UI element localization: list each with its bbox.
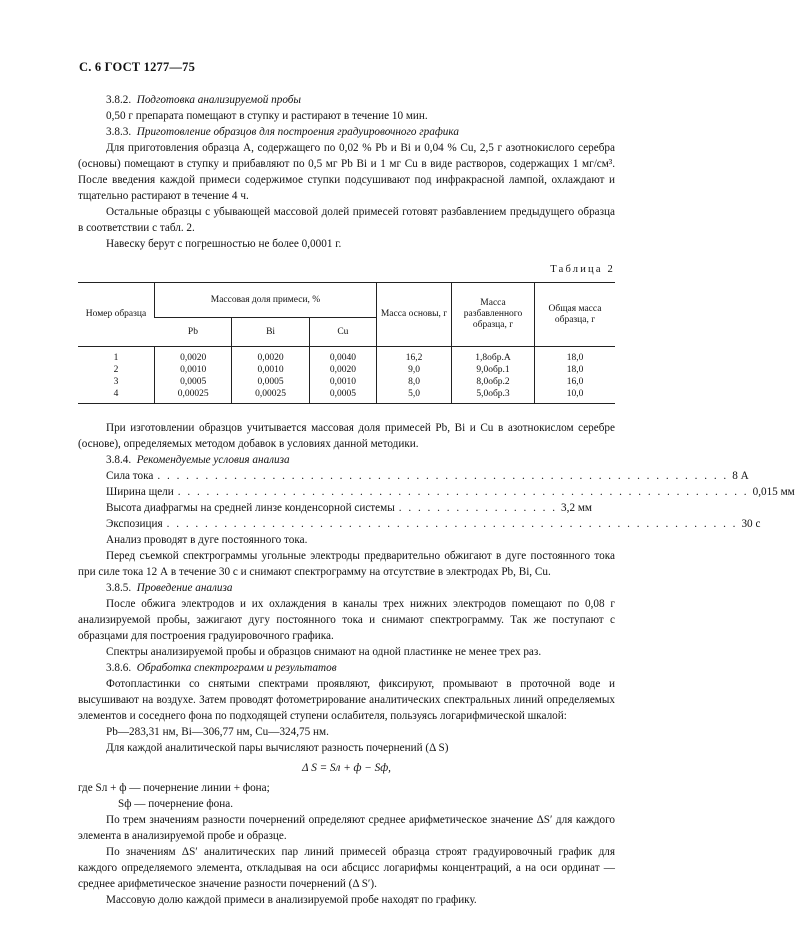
section-title: Проведение анализа [136,582,233,594]
cell: 16,0 [535,376,616,388]
cell: 9,0 [377,364,452,376]
spectral-lines: Pb—283,31 нм, Bi—306,77 нм, Cu—324,75 нм. [106,726,329,738]
section-3-8-4 [78,452,615,468]
section-number: 3.8.5. [106,582,132,594]
section-title: Рекомендуемые условия анализа [136,454,290,466]
cell: 0,0020 [155,347,232,365]
leader-dots: . . . . . . . . . . . . . . . . . . . . . . . . . . . . . . . . . . . . . . . . . . . . . . . . . . . . . . . . . . . . [177,486,749,498]
table-caption: Таблица 2 [550,264,615,275]
paragraph: Спектры анализируемой пробы и образцов снимают на одной пластинке не менее трех раз. [106,646,542,658]
section-number: 3.8.6. [106,662,132,674]
section-number: 3.8.2. [106,94,132,106]
section-number: 3.8.4. [106,454,132,466]
cell: 2 [113,364,119,375]
header-sample-number: Номер образца [78,283,155,347]
table-row [78,388,615,404]
paragraph: Массовую долю каждой примеси в анализируемой пробе находят по графику. [106,894,477,906]
paragraph: Фотопластинки со снятыми спектрами проявляют, фиксируют, промывают в проточной воде и высушивают на воздухе. Затем проводят фотометрирование аналитических спектральных линий определяемых элементов и соседнего фона по подходящей ступени ослабителя, пользуясь логарифмической шкалой: [78,678,615,722]
condition-row [78,516,761,532]
cell: 1,8обр.А [452,347,535,365]
formula-legend: Sф — почернение фона. [118,798,234,810]
paragraph: 0,50 г препарата помещают в ступку и растирают в течение 10 мин. [106,110,428,122]
header-diluted-mass: Масса разбавленного образца, г [452,283,535,347]
leader-dots: . . . . . . . . . . . . . . . . . [398,502,558,514]
cell: 0,0010 [309,376,376,388]
cell: 8,0обр.2 [452,376,535,388]
cell: 18,0 [535,347,616,365]
samples-table [78,282,615,404]
condition-value: 30 с [741,518,761,530]
leader-dots: . . . . . . . . . . . . . . . . . . . . . . . . . . . . . . . . . . . . . . . . . . . . . . . . . . . . . . . . . . . . [157,470,729,482]
cell: 0,0020 [309,364,376,376]
paragraph: Для приготовления образца А, содержащего по 0,02 % Pb и Bi и 0,04 % Cu, 2,5 г азотнокислого серебра (основы) помещают в ступку и прибавляют по 0,5 мг Pb Bi и 1 мг Cu в виде растворов, содержащих 1 мг/см³. После введения каждой примеси содержимое ступки подсушивают под инфракрасной лампой, охлаждают и тщательно растирают в течение 4 ч. [78,142,615,202]
condition-row [78,500,615,516]
condition-row [78,484,795,500]
header-total-mass: Общая масса образца, г [535,283,616,347]
cell: 0,0005 [309,388,376,404]
section-3-8-3 [78,124,615,140]
paragraph: Анализ проводят в дуге постоянного тока. [106,534,308,546]
table-row [78,347,615,365]
condition-label: Экспозиция [106,518,163,530]
document-body [78,92,795,908]
header-pb: Pb [187,326,198,337]
paragraph: Перед съемкой спектрограммы угольные электроды предварительно обжигают в дуге постоянного тока при силе тока 12 А в течение 30 с и снимают спектрограмму на отсутствие в электродах Pb, Bi, Cu. [78,550,615,578]
paragraph: Для каждой аналитической пары вычисляют разность почернений (Δ S) [106,742,449,754]
section-title: Приготовление образцов для построения градуировочного графика [136,126,459,138]
formula: Δ S = Sл + ф − Sф, [302,762,391,774]
cell: 0,0010 [155,364,232,376]
header-bi: Bi [232,318,309,347]
header-cu: Cu [309,318,376,347]
cell: 1 [113,352,119,363]
formula-legend: где Sл + ф — почернение линии + фона; [78,782,270,794]
paragraph: По значениям ΔS′ аналитических пар линий примесей образца строят градуировочный график для каждого определяемого элемента, откладывая на оси абсцисс логарифмы концентраций, а на оси ординат — среднее арифметическое значение разности почернений (Δ S′). [78,846,615,890]
cell: 0,0040 [309,347,376,365]
section-title: Обработка спектрограмм и результатов [136,662,337,674]
cell: 8,0 [377,376,452,388]
condition-label: Ширина щели [106,486,174,498]
paragraph: При изготовлении образцов учитывается массовая доля примесей Pb, Bi и Cu в азотнокислом серебре (основе), определяемых методом добавок в условиях данной методики. [78,422,615,450]
cell: 0,00025 [232,388,309,404]
cell: 10,0 [535,388,616,404]
section-number: 3.8.3. [106,126,132,138]
header-base-mass: Масса основы, г [377,283,452,347]
paragraph: По трем значениям разности почернений определяют среднее арифметическое значение ΔS′ для каждого элемента в анализируемой пробе и образце. [78,814,615,842]
cell: 0,00025 [155,388,232,404]
condition-row [78,468,749,484]
cell: 18,0 [535,364,616,376]
section-title: Подготовка анализируемой пробы [136,94,302,106]
cell: 0,0005 [155,376,232,388]
table-row [78,376,615,388]
condition-value: 0,015 мм [752,486,795,498]
cell: 5,0 [377,388,452,404]
condition-label: Сила тока [106,470,154,482]
paragraph: Остальные образцы с убывающей массовой долей примесей готовят разбавлением предыдущего образца в соответствии с табл. 2. [78,206,615,234]
condition-label: Высота диафрагмы на средней линзе конденсорной системы [106,502,395,514]
cell: 0,0005 [232,376,309,388]
leader-dots: . . . . . . . . . . . . . . . . . . . . . . . . . . . . . . . . . . . . . . . . . . . . . . . . . . . . . . . . . . . . [166,518,738,530]
cell: 9,0обр.1 [452,364,535,376]
condition-value: 3,2 мм [561,502,592,514]
header-impurity-fraction: Массовая доля примеси, % [155,283,377,318]
paragraph: После обжига электродов и их охлаждения в каналы трех нижних электродов помещают по 0,08 г анализируемой пробы, зажигают дугу постоянного тока и снимают спектрограмму. Так же поступают с образцами для построения градуировочного графика. [78,598,615,642]
condition-value: 8 А [732,470,749,482]
cell: 16,2 [377,347,452,365]
page-header: С. 6 ГОСТ 1277—75 [79,60,196,74]
cell: 0,0020 [232,347,309,365]
cell: 0,0010 [232,364,309,376]
section-3-8-6 [78,660,615,676]
paragraph: Навеску берут с погрешностью не более 0,0001 г. [106,238,342,250]
cell: 3 [113,376,119,387]
section-3-8-5 [78,580,615,596]
section-3-8-2 [78,92,615,108]
cell: 5,0обр.3 [452,388,535,404]
table-row [78,364,615,376]
cell: 4 [78,388,155,404]
